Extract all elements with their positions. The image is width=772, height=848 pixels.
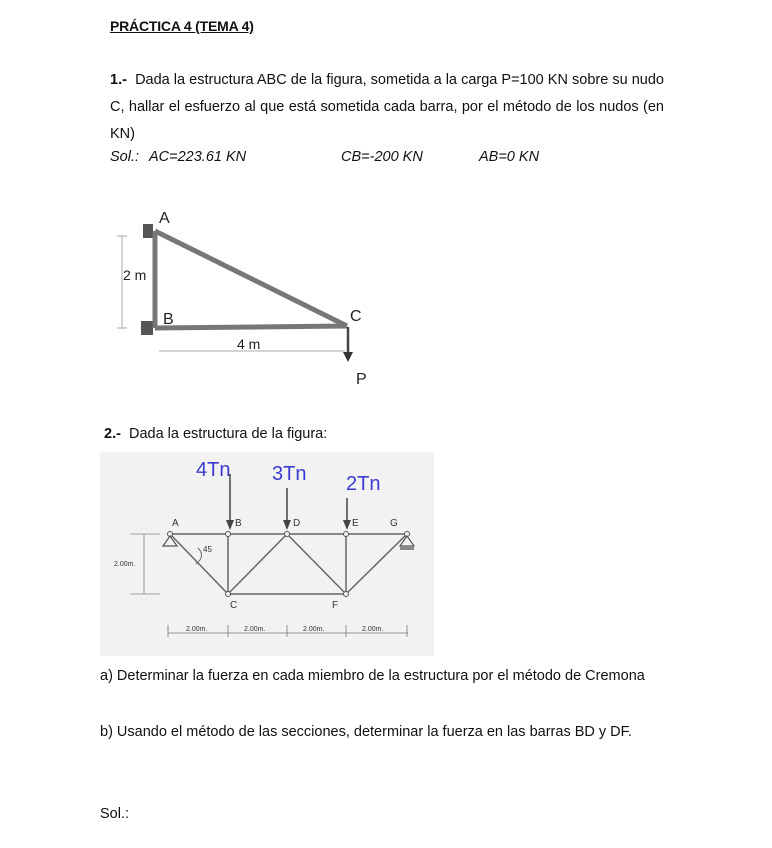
node-label-d: D (293, 518, 301, 529)
problem-1-number: 1.- (110, 72, 127, 88)
support-b (141, 321, 153, 335)
span-2-label: 2.00m. (244, 626, 266, 633)
node-label-e: E (352, 518, 359, 529)
problem-2-statement (104, 426, 327, 442)
problem-1-statement (110, 67, 664, 148)
problem-1-text: Dada la estructura ABC de la figura, sometida a la carga P=100 KN sobre su nudo C, hallar el esfuerzo al que está sometida cada barra, por el método de los nudos (en KN) (110, 72, 664, 142)
solution-cb: CB=-200 KN (341, 149, 423, 165)
page-title: PRÁCTICA 4 (TEMA 4) (110, 18, 254, 34)
angle-label: 45 (203, 545, 212, 554)
load-arrowhead-p (343, 352, 353, 362)
node-label-g: G (390, 518, 398, 529)
solution-ac: AC=223.61 KN (149, 149, 247, 165)
label-b: B (163, 311, 174, 328)
support-a (143, 224, 153, 238)
load-label-d: 3Tn (272, 463, 307, 485)
bar-ac (155, 231, 347, 326)
node-label-a: A (172, 518, 179, 529)
span-4-label: 2.00m. (362, 626, 384, 633)
bar-bc (155, 326, 347, 328)
label-p: P (356, 371, 367, 388)
figure-1-abc-structure (105, 200, 395, 395)
label-a: A (159, 210, 170, 227)
load-label-e: 2Tn (346, 473, 381, 495)
dim-height-label: 2 m (123, 267, 147, 283)
problem-2-text: Dada la estructura de la figura: (128, 426, 328, 442)
dim-width-label: 4 m (237, 336, 261, 352)
solution-ab: AB=0 KN (479, 149, 540, 165)
label-c: C (350, 308, 362, 325)
load-label-b: 4Tn (196, 459, 231, 481)
figure-2-truss (100, 452, 434, 656)
node-label-b: B (235, 518, 242, 529)
node-label-c: C (230, 600, 238, 611)
problem-2-part-b: b) Usando el método de las secciones, determinar la fuerza en las barras BD y DF. (100, 724, 632, 740)
span-1-label: 2.00m. (186, 626, 208, 633)
solution-label: Sol.: (110, 149, 140, 165)
problem-2-solution-label: Sol.: (100, 806, 130, 822)
span-3-label: 2.00m. (303, 626, 325, 633)
dim-height-truss: 2.00m. (114, 561, 136, 568)
problem-2-part-a: a) Determinar la fuerza en cada miembro de la estructura por el método de Cremona (100, 668, 645, 684)
problem-2-number: 2.- (104, 426, 121, 442)
node-label-f: F (332, 600, 339, 611)
